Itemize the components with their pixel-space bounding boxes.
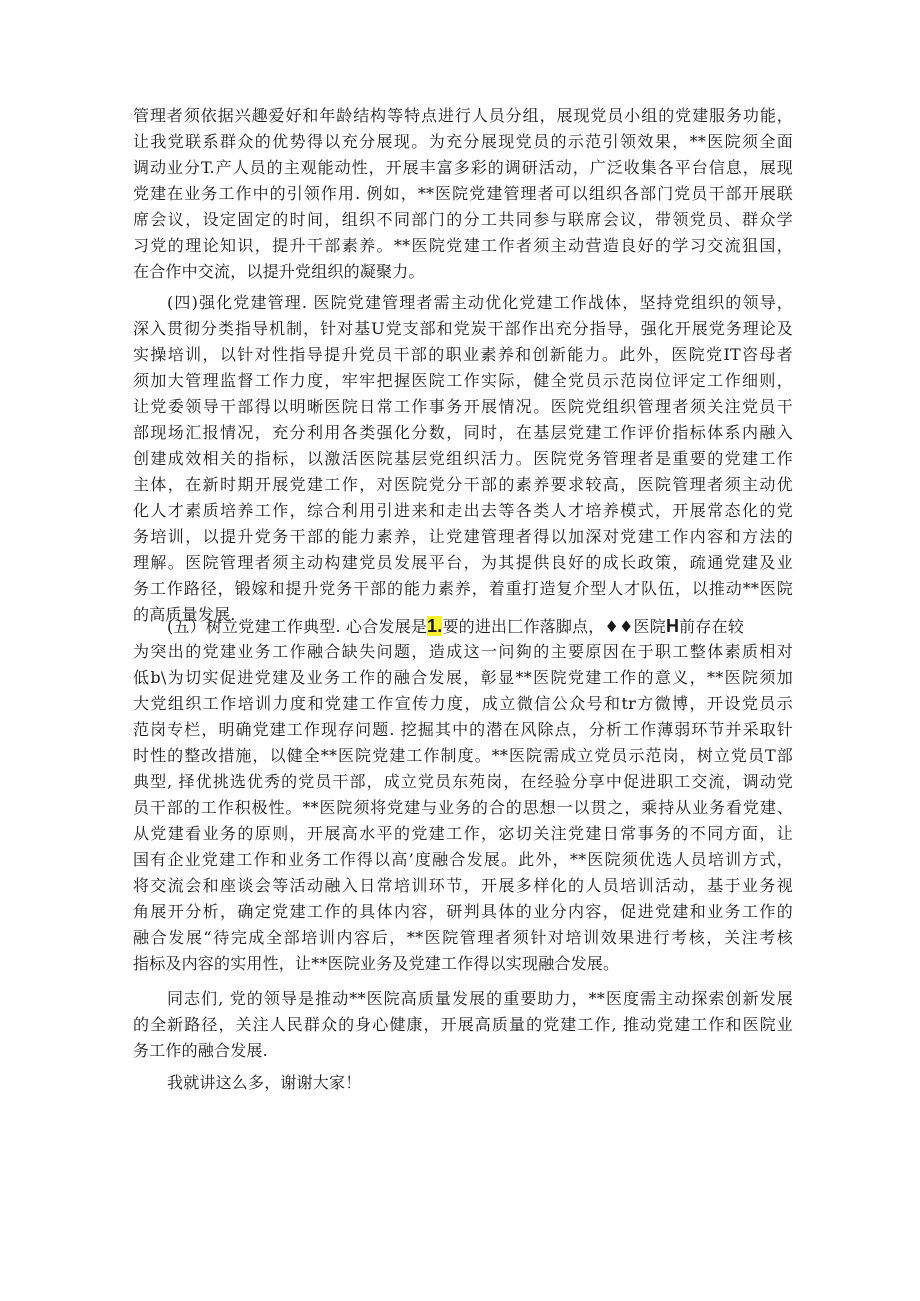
text-segment: (五）树立党建工作典型. 心合发展是 (167, 617, 428, 636)
text-line: 创建成效相关的指标，以激活医院基层党组织活力。医院党务管理者是重要的党建工作 (133, 449, 793, 468)
text-line: 主体，在新时期开展党建工作，对医院党分干部的素养要求较高，医院管理者须主动优 (133, 475, 793, 494)
text-line: 实操培训，以针对性指导提升党员干部的职业素养和创新能力。此外，医院党IT咨母者 (133, 345, 793, 364)
text-line: 须加大管理监督工作力度，牢牢把握医院工作实际，健全党员示范岗位评定工作细则， (133, 371, 793, 390)
text-line: 调动业分T.产人员的主观能动性，开展丰富多彩的调研活动，广泛收集各平台信息，展现 (133, 158, 793, 177)
text-line: 大党组织工作培训力度和党建工作宣传力度，成立微信公众号和tr方微博，开设党员示 (133, 694, 793, 713)
paragraph-3 (133, 613, 793, 977)
paragraph-1 (133, 103, 793, 285)
text-line: 指标及内容的实用性，让**医院业务及党建工作得以实现融合发展。 (133, 954, 620, 973)
text-line: 典型, 择优挑选优秀的党员干部，成立党员东苑岗，在经验分享中促进职工交流，调动党 (133, 772, 793, 791)
text-line: 时性的整改措施，以健全**医院党建工作制度。**医院需成立党员示范岗，树立党员T部 (133, 746, 793, 765)
text-line: 低b\为切实促进党建及业务工作的融合发展，彰显**医院党建工作的意义，**医院须加 (133, 668, 793, 687)
text-line: 从党建看业务的原则，开展高水平的党建工作，宓切关注党建日常事务的不同方面，让 (133, 824, 793, 843)
text-line: 化人才素质培养工作，综合利用引进来和走出去等各类人才培养模式，开展常态化的党 (133, 501, 793, 520)
text-line: 融合发展“待完成全部培训内容后，**医院管理者须针对培训效果进行考核，关注考核 (133, 928, 793, 947)
text-line: 党建在业务工作中的引领作用. 例如，**医院党建管理者可以组织各部门党员干部开展联 (133, 184, 793, 203)
text-line: (四)强化党建管理. 医院党建管理者需主动优化党建工作战体，坚持党组织的领导， (167, 293, 793, 312)
text-line: 在合作中交流，以提升党组织的凝聚力。 (133, 262, 425, 281)
text-line: 深入贯彻分类指导机制，针对基U党支部和党炭干部作出充分指导，强化开展党务理论及 (133, 319, 793, 338)
text-line: 让党委领导干部得以明晰医院日常工作事务开展情况。医院党组织管理者须关注党员干 (133, 397, 793, 416)
text-line: 为突出的党建业务工作融合缺失问题，造成这一问夠的主要原因在于职工整体素质相对 (133, 642, 793, 661)
text-segment-bold: H (665, 616, 680, 636)
text-segment: 要的进出匚作落脚点，♦♦医院 (442, 617, 666, 636)
text-line: 管理者须依据兴趣爱好和年龄结构等特点进行人员分组，展现党员小组的党建服务功能， (133, 106, 793, 125)
text-line: 国有企业党建工作和业务工作得以高’度融合发展。此外，**医院须优选人员培训方式， (133, 850, 793, 869)
text-line: 务工作的融合发展. (133, 1041, 268, 1060)
text-line: 同志们, 党的领导是推动**医院高质量发展的重要助力，**医度需主动探索创新发展 (167, 989, 793, 1008)
text-line: 将交流会和座谈会等活动融入日常培训环节，开展多样化的人员培训活动，基于业务视 (133, 876, 793, 895)
text-line: 角展开分析，确定党建工作的具体内容，研判具体的业分内容，促进党建和业务工作的 (133, 902, 793, 921)
text-line: 部现场汇报情况，充分利用各类强化分数，同时，在基层党建工作评价指标体系内融入 (133, 423, 793, 442)
text-line: 的全新路径，关注人民群众的身心健康，开展高质量的党建工作, 推动党建工作和医院业 (133, 1015, 793, 1034)
text-line: 务培训，以提升党务干部的能力素养，让党建管理者得以加深对党建工作内容和方法的 (133, 527, 793, 546)
paragraph-4 (133, 986, 793, 1064)
text-line: 范岗专栏，明确党建工作现存问题. 挖掘其中的潜在风除点，分析工作薄弱环节并采取针 (133, 720, 793, 739)
text-line: 的高质量发展. (133, 605, 236, 624)
highlighted-text: 1. (427, 616, 443, 636)
closing-paragraph (133, 1070, 793, 1096)
closing-line: 我就讲这么多，谢谢大家！ (167, 1073, 362, 1092)
text-line-first (133, 613, 793, 639)
text-line: 让我党联系群众的优势得以充分展现。为充分展现党员的示范引领效果，**医院须全面 (133, 132, 793, 151)
text-line: 习党的理论知识，提升干部素养。**医院党建工作者须主动营造良好的学习交流狙国， (133, 236, 793, 255)
text-line: 席会议，设定固定的时间，组织不同部门的分工共同参与联席会议，带领党员、群众学 (133, 210, 793, 229)
text-segment: 前存在较 (679, 617, 744, 636)
text-line: 务工作路径，锻嫁和提升党务干部的能力素养，着重打造复介型人才队伍，以推动**医院 (133, 579, 793, 598)
text-line: 理解。医院管理者须主动构建党员发展平台，为其提供良好的成长政策，疏通党建及业 (133, 553, 793, 572)
paragraph-2 (133, 290, 793, 628)
text-line: 员干部的工作积极性。**医院须将党建与业务的合的思想一以贯之，乘持从业务看党建、 (133, 798, 793, 817)
